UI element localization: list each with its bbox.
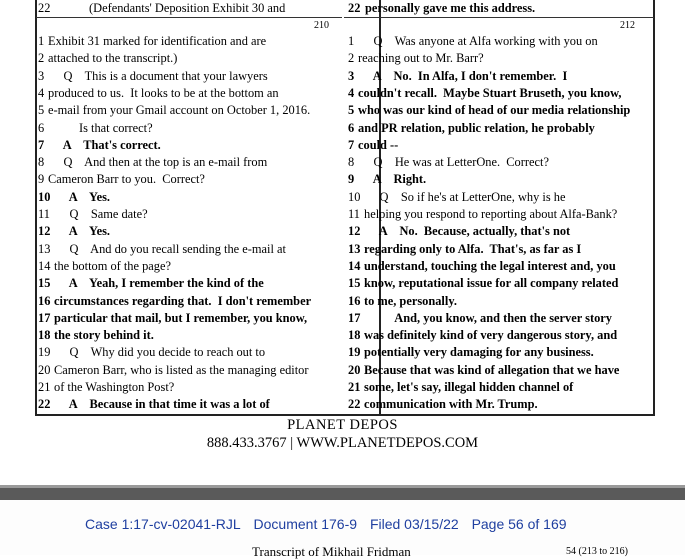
transcript-line-text: Exhibit 31 marked for identification and are <box>48 34 267 48</box>
transcript-line-number: 16 <box>38 293 51 308</box>
transcript-line-text: helping you respond to reporting about Alfa-Bank? <box>364 207 618 221</box>
transcript-line-text: understand, touching the legal interest and, you <box>364 258 616 273</box>
transcript-line-number: 8 <box>38 155 45 170</box>
transcript-line-number: 19 <box>348 345 361 360</box>
document-number: Document 176-9 <box>253 516 358 532</box>
transcript-line-number: 11 <box>348 207 360 221</box>
transcript-line-number: 22 <box>38 1 51 15</box>
transcript-line-text: couldn't recall. Maybe Stuart Bruseth, you know, <box>358 85 622 100</box>
transcript-line-text: Cameron Barr to you. Correct? <box>48 172 205 187</box>
transcript-line-number: 9 <box>348 172 355 187</box>
transcript-line-text: communication with Mr. Trump. <box>364 397 538 412</box>
page-number: 212 <box>620 20 635 31</box>
transcript-line-text: Q So if he's at LetterOne, why is he <box>364 189 566 204</box>
transcript-line-text: A No. Because, actually, that's not <box>364 224 571 239</box>
transcript-line-text: A Right. <box>358 172 427 187</box>
next-page-title: Transcript of Mikhail Fridman <box>252 544 411 559</box>
transcript-line-text: Q Why did you decide to reach out to <box>54 345 266 360</box>
transcript-line-text: Is that correct? <box>48 120 153 135</box>
transcript-line-text: And, you know, and then the server story <box>364 310 612 325</box>
transcript-line-text: and PR relation, public relation, he probably <box>358 120 595 135</box>
transcript-line-number: 22 <box>348 397 361 412</box>
transcript-line-number: 20 <box>348 362 361 377</box>
footer-company: PLANET DEPOS <box>287 417 398 433</box>
transcript-line-number: 14 <box>348 258 361 273</box>
page-count: Page 56 of 169 <box>471 516 567 532</box>
transcript-line-number: 18 <box>38 328 51 343</box>
transcript-line-text: regarding only to Alfa. That's, as far as I <box>364 241 582 256</box>
transcript-line-text: A That's correct. <box>48 137 161 152</box>
transcript-line-text: attached to the transcript.) <box>48 51 178 66</box>
transcript-line-number: 22 <box>38 397 51 412</box>
transcript-line-number: 16 <box>348 293 361 308</box>
transcript-line-number: 10 <box>38 189 51 204</box>
transcript-line-text: personally gave me this address. <box>365 1 536 15</box>
transcript-line-number: 8 <box>348 155 355 170</box>
transcript-line-text: to me, personally. <box>364 293 457 308</box>
transcript-line-text: reaching out to Mr. Barr? <box>358 51 484 66</box>
transcript-line-text: A Because in that time it was a lot of <box>54 397 270 412</box>
transcript-line-text: the story behind it. <box>54 328 154 343</box>
transcript-line-number: 14 <box>38 258 51 273</box>
transcript-line-number: 6 <box>348 120 355 135</box>
transcript-line-number: 19 <box>38 345 51 360</box>
transcript-line-number: 15 <box>348 276 361 291</box>
filed-date: Filed 03/15/22 <box>369 516 459 532</box>
transcript-line-number: 9 <box>38 172 45 187</box>
transcript-line-number: 5 <box>348 103 355 118</box>
transcript-line-number: 7 <box>348 137 355 152</box>
top-rule-left <box>36 17 342 18</box>
transcript-line-number: 12 <box>38 224 51 239</box>
transcript-line-text: was definitely kind of very dangerous story, and <box>364 328 618 343</box>
transcript-line-text: Q And then at the top is an e-mail from <box>48 155 268 170</box>
transcript-line-text: A Yeah, I remember the kind of the <box>54 276 264 291</box>
page-number: 210 <box>314 20 329 31</box>
transcript-line-text: Q Was anyone at Alfa working with you on <box>358 34 598 48</box>
next-page-range: 54 (213 to 216) <box>566 546 628 557</box>
transcript-line-number: 1 <box>348 34 355 48</box>
transcript-line-number: 15 <box>38 276 51 291</box>
transcript-line-number: 11 <box>38 207 50 221</box>
transcript-line-number: 6 <box>38 120 45 135</box>
transcript-line-text: Q And do you recall sending the e-mail at <box>54 241 286 256</box>
transcript-line-text: circumstances regarding that. I don't remember <box>54 293 312 308</box>
transcript-line-text: A Yes. <box>54 189 110 204</box>
transcript-line-text: some, let's say, illegal hidden channel of <box>364 380 574 394</box>
transcript-line-number: 12 <box>348 224 361 239</box>
transcript-line-number: 22 <box>348 1 361 15</box>
transcript-line-number: 20 <box>38 362 51 377</box>
transcript-line-text: who was our kind of head of our media relationship <box>358 103 631 118</box>
transcript-line-number: 1 <box>38 34 45 48</box>
transcript-line-text: could -- <box>358 137 399 152</box>
transcript-line-number: 13 <box>348 241 361 256</box>
transcript-line-number: 3 <box>38 68 45 83</box>
transcript-line-number: 21 <box>348 380 361 394</box>
transcript-line-number: 17 <box>348 310 361 325</box>
transcript-line-number: 2 <box>38 51 45 66</box>
transcript-line-number: 18 <box>348 328 361 343</box>
top-rule-right <box>344 17 654 18</box>
transcript-line-number: 2 <box>348 51 355 66</box>
transcript-line-text: Cameron Barr, who is listed as the managing editor <box>54 362 309 377</box>
transcript-line-text: Q Same date? <box>54 207 148 221</box>
transcript-line-number: 7 <box>38 137 45 152</box>
transcript-line-text: Because that was kind of allegation that we have <box>364 362 620 377</box>
transcript-line-text: particular that mail, but I remember, you know, <box>54 310 308 325</box>
transcript-line-number: 17 <box>38 310 51 325</box>
transcript-line-number: 3 <box>348 68 355 83</box>
transcript-line-text: Q He was at LetterOne. Correct? <box>358 155 549 170</box>
transcript-line-number: 4 <box>348 85 355 100</box>
transcript-line-number: 4 <box>38 85 45 100</box>
transcript-line-number: 5 <box>38 103 45 118</box>
transcript-line-number: 13 <box>38 241 51 256</box>
transcript-line-number: 21 <box>38 380 51 394</box>
transcript-line-text: the bottom of the page? <box>54 258 171 273</box>
transcript-line-text: A Yes. <box>54 224 110 239</box>
page-gap <box>0 488 685 500</box>
transcript-line-text: (Defendants' Deposition Exhibit 30 and <box>89 1 286 15</box>
transcript-line-text: of the Washington Post? <box>54 380 175 394</box>
footer-contact: 888.433.3767 | WWW.PLANETDEPOS.COM <box>206 435 479 451</box>
transcript-line-text: know, reputational issue for all company related <box>364 276 619 291</box>
case-header <box>85 516 576 532</box>
case-number: Case 1:17-cv-02041-RJL <box>85 516 241 532</box>
transcript-line-number: 10 <box>348 189 361 204</box>
transcript-line-text: e-mail from your Gmail account on October 1, 2016. <box>48 103 311 118</box>
transcript-line-text: potentially very damaging for any business. <box>364 345 594 360</box>
transcript-line-text: A No. In Alfa, I don't remember. I <box>358 68 568 83</box>
transcript-line-text: Q This is a document that your lawyers <box>48 68 268 83</box>
transcript-line-text: produced to us. It looks to be at the bottom an <box>48 85 279 100</box>
